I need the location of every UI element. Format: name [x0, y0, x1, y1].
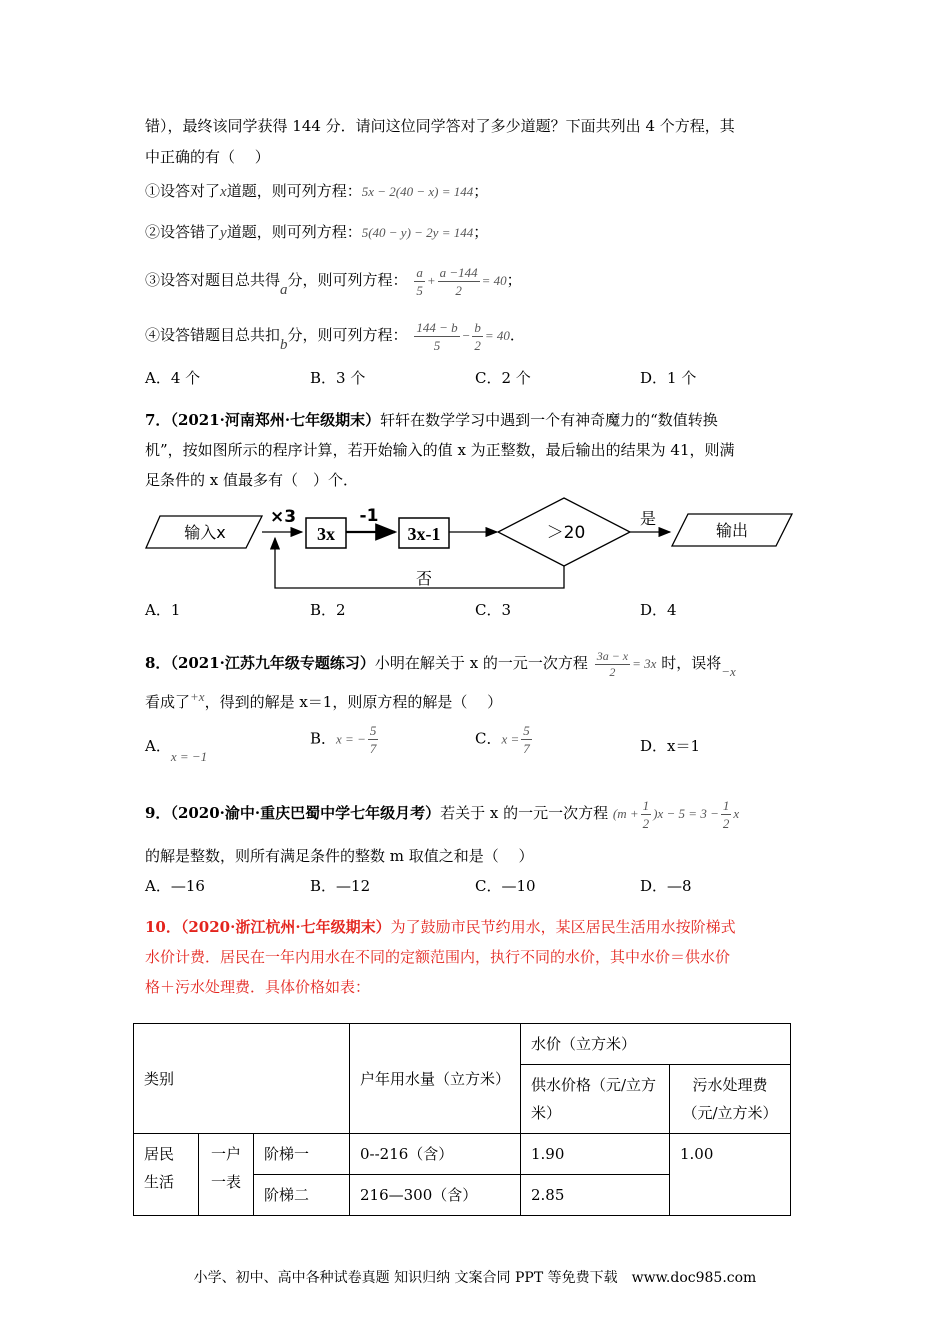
page-footer: 小学、初中、高中各种试卷真题 知识归纳 文案合同 PPT 等免费下载 www.doc985.com: [193, 1270, 757, 1286]
q9-line1: 9．（2020·渝中·重庆巴蜀中学七年级月考）若关于 x 的一元一次方程 (m + $\frac{1}{2}$ )x − 5 = 3 − $\frac{1}{2}$ x: [145, 797, 740, 831]
q9-option-d: D．—8: [640, 877, 692, 895]
table-price-header: 水价（立方米）: [521, 1024, 791, 1065]
q6-eq4-frac2: $\frac{b}{2}$: [474, 319, 481, 353]
q6-option-c: C．2 个: [475, 369, 531, 387]
q6-statement4: ④设答错题目总共扣b分，则可列方程： $\frac{144 - b}{5}$ − $\frac{b}{2}$ = 40．: [145, 319, 525, 353]
q7-line3: 足条件的 x 值最多有（ ）个．: [145, 471, 358, 489]
q7-option-a: A．1: [145, 601, 181, 619]
q8-option-d: D．x＝1: [640, 737, 701, 755]
q10-line3: 格＋污水处理费．具体价格如表：: [145, 978, 371, 996]
water-price-table: [133, 1023, 791, 1216]
table-supply-header: 供水价格（元/立方米）: [521, 1065, 670, 1134]
q7-source: （2021·河南郑州·七年级期末）: [170, 411, 381, 429]
flow-times3-label: ×3: [269, 507, 297, 527]
q8-equation-frac: $\frac{3a - x}{2}$: [596, 648, 629, 679]
q6-eq4-frac1: $\frac{144 - b}{5}$: [416, 319, 458, 353]
table-tier1-price: 1.90: [521, 1134, 670, 1175]
q8-option-a: A．x = −1: [145, 737, 208, 764]
flow-input-label: 输入x: [184, 523, 226, 542]
q6-option-d: D．1 个: [640, 369, 697, 387]
q6-option-a: A．4 个: [145, 369, 201, 387]
q10-line1: 10．（2020·浙江杭州·七年级期末）为了鼓励市民节约用水，某区居民生活用水按阶梯式: [145, 918, 736, 936]
table-category-header: 类别: [134, 1024, 350, 1134]
q6-statement1: ①设答对了x道题，则可列方程：5x − 2(40 − x) = 144；: [145, 182, 489, 200]
table-resident-cell: 居民生活: [134, 1134, 199, 1216]
table-meter-cell: 一户一表: [199, 1134, 254, 1216]
table-tier1-cell: 阶梯一: [254, 1134, 350, 1175]
flow-yes-label: 是: [639, 509, 657, 528]
table-tier2-price: 2.85: [521, 1175, 670, 1216]
q10-line2: 水价计费．居民在一年内用水在不同的定额范围内，执行不同的水价，其中水价＝供水价: [145, 948, 731, 966]
q6-line2: 中正确的有（ ）: [145, 148, 270, 166]
flow-minus1-label: -1: [359, 506, 379, 526]
q8-source: （2021·江苏九年级专题练习）: [170, 654, 375, 672]
table-usage-header: 户年用水量（立方米）: [350, 1024, 521, 1134]
q9-source: （2020·渝中·重庆巴蜀中学七年级月考）: [170, 804, 441, 822]
q6-eq3-frac2: $\frac{a -144}{2}$: [439, 264, 478, 298]
q9-line2: 的解是整数，则所有满足条件的整数 m 取值之和是（ ）: [145, 847, 534, 865]
q7-option-b: B．2: [310, 601, 346, 619]
table-sewage-price: 1.00: [670, 1134, 791, 1216]
q8-option-b: B．x = − $\frac{5}{7}$: [310, 723, 377, 756]
table-tier2-cell: 阶梯二: [254, 1175, 350, 1216]
q6-eq2: 5(40 − y) − 2y = 144: [361, 225, 474, 240]
q6-statement3: ③设答对题目总共得a分，则可列方程： $\frac{a}{5}$ + $\frac{a -144}{2}$ = 40；: [145, 264, 522, 298]
q7-line2: 机”，按如图所示的程序计算，若开始输入的值 x 为正整数，最后输出的结果为 41，则满: [145, 441, 735, 459]
flow-no-label: 否: [415, 569, 433, 588]
q8-option-c: C．x = $\frac{5}{7}$: [475, 723, 530, 756]
q7-option-d: D．4: [640, 601, 677, 619]
q6-option-b: B．3 个: [310, 369, 366, 387]
q6-eq1: 5x − 2(40 − x) = 144: [361, 184, 474, 199]
flow-box-3x-label: 3x: [317, 524, 335, 544]
q10-source: （2020·浙江杭州·七年级期末）: [180, 918, 391, 936]
flow-box-3x-1-label: 3x-1: [407, 524, 441, 544]
q6-eq3-frac1: $\frac{a}{5}$: [416, 264, 423, 298]
q9-option-b: B．—12: [310, 877, 371, 895]
q8-line2: 看成了+x，得到的解是 x＝1，则原方程的解是（ ）: [145, 689, 503, 711]
q9-option-a: A．—16: [145, 877, 205, 895]
q9-option-c: C．—10: [475, 877, 536, 895]
flow-output-label: 输出: [715, 521, 749, 540]
flow-condition-label: ＞20: [546, 523, 586, 543]
q8-line1: 8．（2021·江苏九年级专题练习）小明在解关于 x 的一元一次方程 $\frac{3a - x}{2}$ = 3x 时，误将−x: [145, 648, 736, 679]
q6-statement2: ②设答错了y道题，则可列方程：5(40 − y) − 2y = 144；: [145, 223, 489, 241]
table-sewage-header: 污水处理费（元/立方米）: [670, 1065, 791, 1134]
q6-line1: 错），最终该同学获得 144 分．请问这位同学答对了多少道题？下面共列出 4 个方程，其: [145, 117, 735, 135]
q7-option-c: C．3: [475, 601, 512, 619]
q7-line1: 7．（2021·河南郑州·七年级期末）轩轩在数学学习中遇到一个有神奇魔力的“数值转换: [145, 411, 718, 429]
table-tier2-range: 216—300（含）: [350, 1175, 521, 1216]
table-tier1-range: 0--216（含）: [350, 1134, 521, 1175]
flowchart: [0, 0, 950, 600]
